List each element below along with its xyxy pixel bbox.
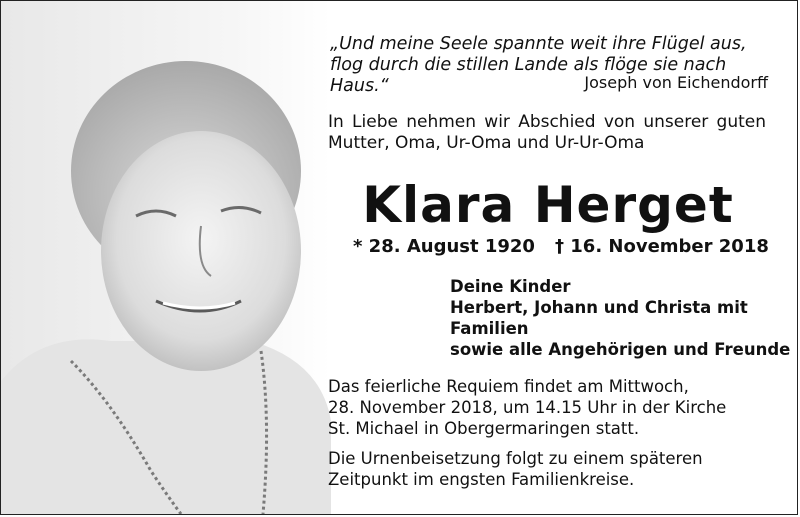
- family-line-3: Familien: [450, 319, 529, 338]
- deceased-name: Klara Herget: [362, 176, 734, 234]
- burial-line-2: Zeitpunkt im engsten Familienkreise.: [328, 470, 635, 489]
- family-line-2: Herbert, Johann und Christa mit: [450, 298, 748, 317]
- quote-line-1: „Und meine Seele spannte weit ihre Flügel aus,: [330, 34, 747, 54]
- burial-block: [328, 448, 773, 490]
- family-line-1: Deine Kinder: [450, 277, 571, 296]
- requiem-block: [328, 376, 773, 439]
- intro-text: In Liebe nehmen wir Abschied von unserer guten Mutter, Oma, Ur-Oma und Ur-Ur-Oma: [328, 112, 766, 153]
- burial-line-1: Die Urnenbeisetzung folgt zu einem späteren: [328, 449, 703, 468]
- family-block: [450, 276, 791, 360]
- requiem-line-3: St. Michael in Obergermaringen statt.: [328, 419, 640, 438]
- requiem-line-2: 28. November 2018, um 14.15 Uhr in der Kirche: [328, 398, 727, 417]
- requiem-line-1: Das feierliche Requiem findet am Mittwoch,: [328, 377, 689, 396]
- death-date: † 16. November 2018: [555, 236, 769, 257]
- quote-line-2: flog durch die stillen Lande als flöge sie nach Haus.“: [330, 55, 727, 96]
- birth-date: * 28. August 1920: [353, 236, 535, 257]
- quote-author: Joseph von Eichendorff: [584, 73, 768, 92]
- family-line-4: sowie alle Angehörigen und Freunde: [450, 340, 791, 359]
- portrait-illustration: [1, 1, 331, 514]
- portrait-photo: [1, 1, 331, 514]
